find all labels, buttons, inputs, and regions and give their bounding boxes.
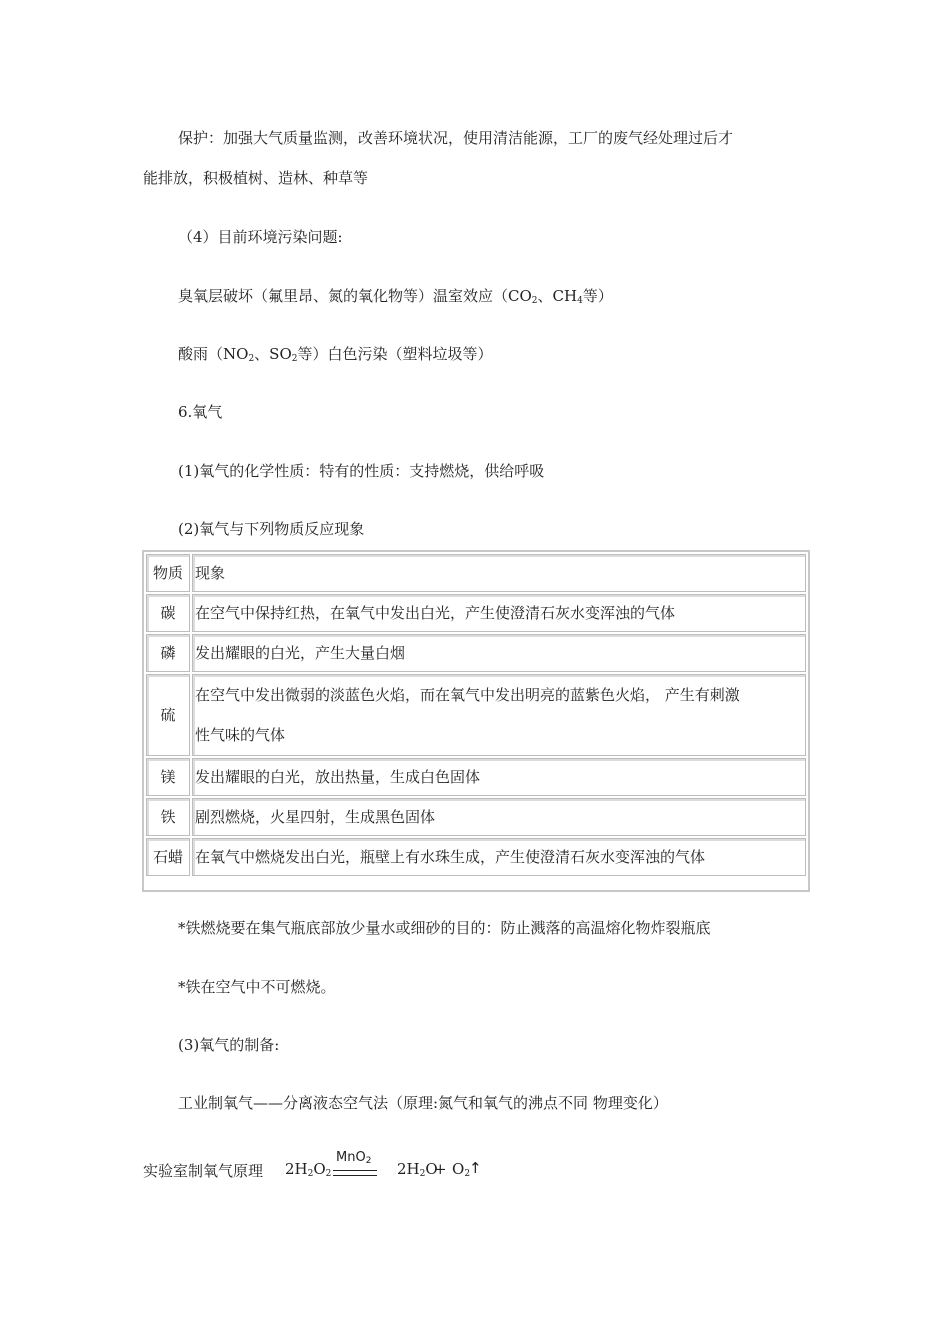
- equation-label: 实验室制氧气原理: [143, 1162, 264, 1180]
- paragraph-pollution-heading: （4）目前环境污染问题:: [178, 228, 343, 246]
- phenomenon-line: 性气味的气体: [195, 726, 286, 744]
- paragraph-industrial-oxygen: 工业制氧气——分离液态空气法（原理:氮气和氧气的沸点不同 物理变化）: [178, 1094, 668, 1112]
- equation-catalyst: MnO$_2$: [336, 1150, 372, 1166]
- equation-double-line: [333, 1170, 377, 1176]
- table-row: [146, 798, 806, 836]
- table-row: [146, 674, 806, 756]
- paragraph-protection-line2: 能排放，积极植树、造林、种草等: [143, 169, 369, 187]
- table-row: [146, 838, 806, 876]
- table-cell-substance: 镁: [146, 758, 190, 796]
- table-cell-substance: 碳: [146, 594, 190, 632]
- paragraph-preparation-heading: (3)氧气的制备:: [178, 1036, 280, 1054]
- table-cell-phenomenon: 在空气中保持红热，在氧气中发出白光，产生使澄清石灰水变浑浊的气体: [192, 594, 806, 632]
- table-cell-substance: 硫: [146, 674, 190, 756]
- note-iron-air: *铁在空气中不可燃烧。: [178, 978, 336, 996]
- table-cell-substance: 铁: [146, 798, 190, 836]
- table-header-substance: 物质: [146, 554, 190, 592]
- equation-product-water: $2H_2O$: [397, 1160, 438, 1179]
- equation-reactant: $2H_2O_2$: [285, 1160, 332, 1179]
- equation-product-oxygen: $O_2$: [452, 1160, 471, 1179]
- table-row: [146, 594, 806, 632]
- paragraph-oxygen-properties: (1)氧气的化学性质：特有的性质：支持燃烧，供给呼吸: [178, 462, 545, 480]
- reaction-table: [142, 550, 810, 892]
- table-cell-phenomenon: 发出耀眼的白光，放出热量，生成白色固体: [192, 758, 806, 796]
- equation-plus: +: [434, 1160, 447, 1178]
- gas-arrow-icon: ↑: [469, 1159, 482, 1177]
- table-cell-phenomenon: 剧烈燃烧，火星四射，生成黑色固体: [192, 798, 806, 836]
- paragraph-reaction-heading: (2)氧气与下列物质反应现象: [178, 520, 365, 538]
- note-iron-water: *铁燃烧要在集气瓶底部放少量水或细砂的目的：防止溅落的高温熔化物炸裂瓶底: [178, 919, 711, 937]
- paragraph-ozone-greenhouse: 臭氧层破坏（氟里昂、氮的氧化物等）温室效应（$CO_2$、$CH_4$等）: [178, 287, 613, 306]
- table-cell-phenomenon: 发出耀眼的白光，产生大量白烟: [192, 634, 806, 672]
- phenomenon-line: 在空气中发出微弱的淡蓝色火焰，而在氧气中发出明亮的蓝紫色火焰， 产生有刺激: [195, 686, 740, 704]
- table-cell-substance: 磷: [146, 634, 190, 672]
- table-row: [146, 634, 806, 672]
- table-cell-phenomenon: [192, 674, 806, 756]
- table-cell-phenomenon: 在氧气中燃烧发出白光，瓶壁上有水珠生成，产生使澄清石灰水变浑浊的气体: [192, 838, 806, 876]
- paragraph-acid-rain: 酸雨（$NO_2$、$SO_2$等）白色污染（塑料垃圾等）: [178, 345, 493, 364]
- paragraph-protection-line1: 保护：加强大气质量监测，改善环境状况，使用清洁能源，工厂的废气经处理过后才: [178, 129, 734, 147]
- section-oxygen-title: 6.氧气: [178, 403, 223, 421]
- table-header-phenomenon: 现象: [192, 554, 806, 592]
- table-cell-substance: 石蜡: [146, 838, 190, 876]
- table-row: [146, 758, 806, 796]
